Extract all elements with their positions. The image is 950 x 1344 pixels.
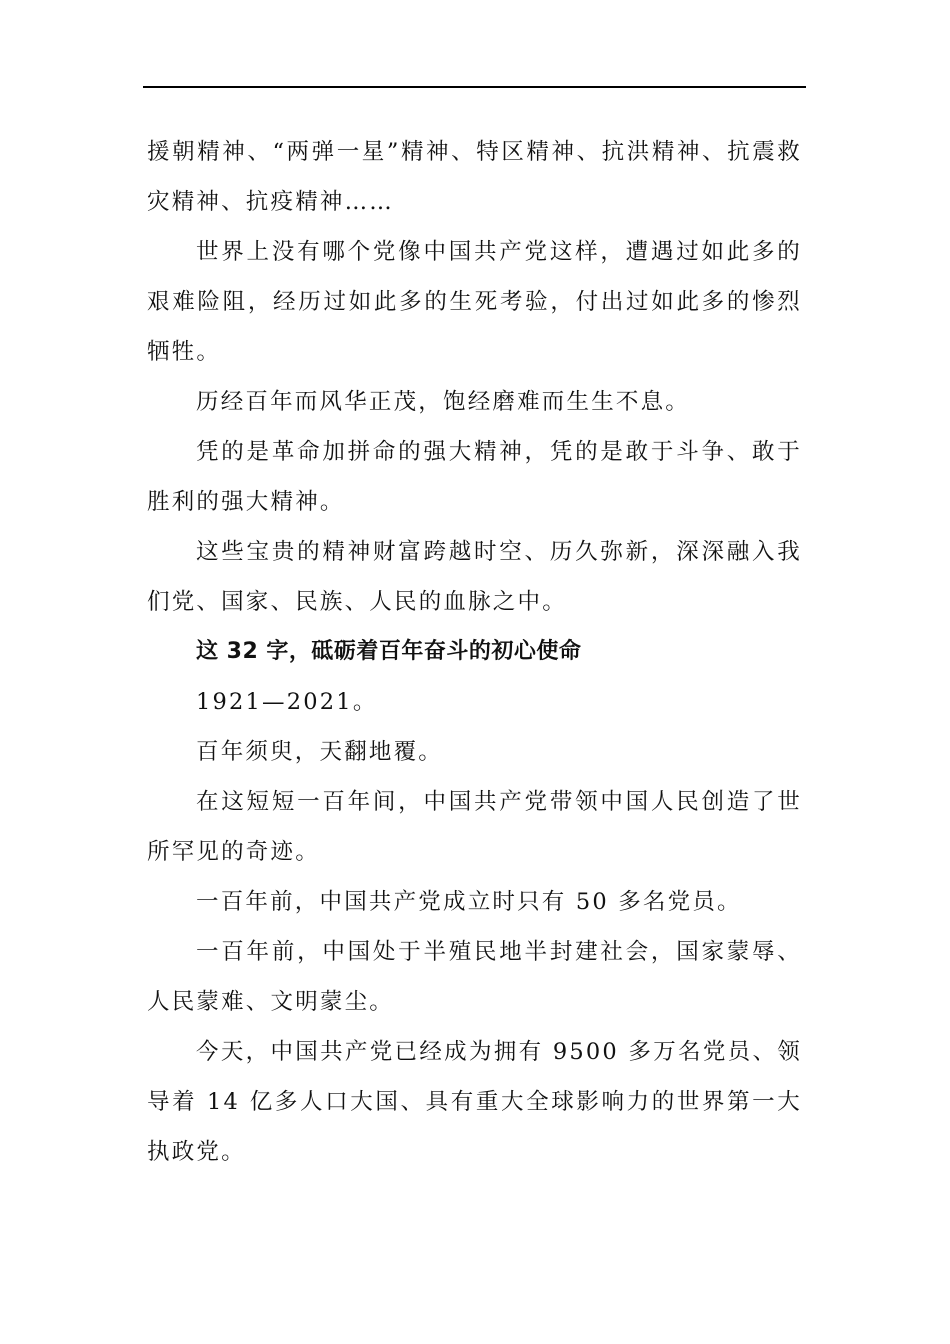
paragraph: 一百年前，中国共产党成立时只有 50 多名党员。 (196, 889, 742, 915)
paragraph: 援朝精神、“两弹一星”精神、特区精神、抗洪精神、抗震救灾精神、抗疫精神…… (147, 139, 802, 215)
paragraph: 一百年前，中国处于半殖民地半封建社会，国家蒙辱、人民蒙难、文明蒙尘。 (147, 939, 802, 1015)
header-rule (143, 86, 806, 88)
document-body (147, 127, 802, 1177)
paragraph: 在这短短一百年间，中国共产党带领中国人民创造了世所罕见的奇迹。 (147, 789, 802, 865)
paragraph: 凭的是革命加拼命的强大精神，凭的是敢于斗争、敢于胜利的强大精神。 (147, 439, 802, 515)
paragraph: 百年须臾，天翻地覆。 (196, 739, 444, 765)
paragraph: 今天，中国共产党已经成为拥有 9500 多万名党员、领导着 14 亿多人口大国、具有重大全球影响力的世界第一大执政党。 (147, 1039, 802, 1165)
paragraph: 世界上没有哪个党像中国共产党这样，遭遇过如此多的艰难险阻，经历过如此多的生死考验，付出过如此多的惨烈牺牲。 (147, 239, 802, 365)
paragraph: 1921—2021。 (196, 689, 378, 715)
paragraph: 历经百年而风华正茂，饱经磨难而生生不息。 (196, 389, 691, 415)
section-heading: 这 32 字，砥砺着百年奋斗的初心使命 (196, 639, 582, 664)
paragraph: 这些宝贵的精神财富跨越时空、历久弥新，深深融入我们党、国家、民族、人民的血脉之中。 (147, 539, 802, 615)
